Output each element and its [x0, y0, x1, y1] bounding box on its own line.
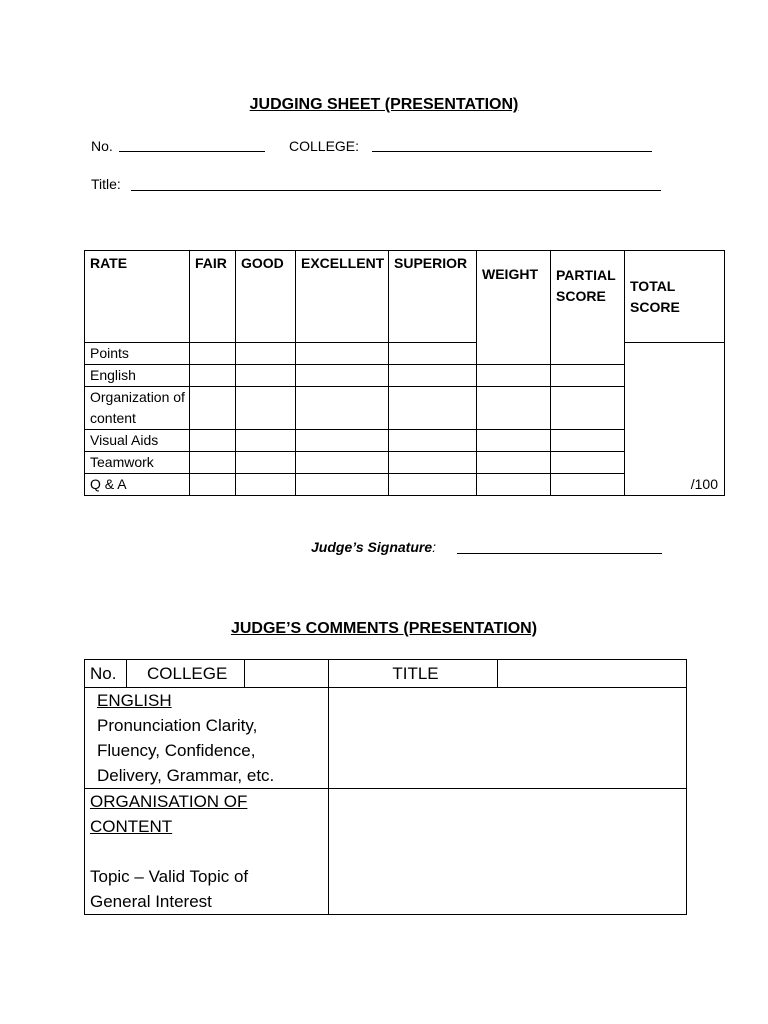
signature-label: [311, 539, 436, 555]
cell-fair[interactable]: [190, 474, 236, 496]
cell-good[interactable]: [236, 343, 296, 365]
cell-excellent[interactable]: [296, 430, 389, 452]
cell-superior[interactable]: [389, 387, 477, 430]
cell-good[interactable]: [236, 365, 296, 387]
row-label-teamwork: Teamwork: [85, 452, 190, 474]
cell-fair[interactable]: [190, 387, 236, 430]
cell-partial-score[interactable]: [551, 430, 625, 452]
english-line-1: Pronunciation Clarity,: [97, 716, 258, 735]
organisation-line-2: General Interest: [90, 892, 212, 911]
cell-good[interactable]: [236, 430, 296, 452]
row-label-organization: Organization of content: [85, 387, 190, 430]
judging-table: [84, 250, 725, 496]
english-criteria-cell: [85, 688, 329, 789]
total-score-cell[interactable]: /100: [625, 343, 725, 496]
cell-good[interactable]: [236, 474, 296, 496]
header-partial-score: [551, 251, 625, 365]
english-line-2: Fluency, Confidence,: [97, 741, 256, 760]
english-line-3: Delivery, Grammar, etc.: [97, 766, 275, 785]
header-good: GOOD: [236, 251, 296, 343]
cell-weight[interactable]: [477, 474, 551, 496]
cell-excellent[interactable]: [296, 474, 389, 496]
cell-superior[interactable]: [389, 343, 477, 365]
cell-weight[interactable]: [477, 430, 551, 452]
header-total-score: TOTAL SCORE: [625, 251, 725, 343]
comments-table: [84, 659, 687, 915]
organisation-heading-2: CONTENT: [90, 817, 173, 836]
header-weight: [477, 251, 551, 365]
row-label-points: Points: [85, 343, 190, 365]
organisation-line-1: Topic – Valid Topic of: [90, 867, 249, 886]
cell-fair[interactable]: [190, 343, 236, 365]
header-weight-text: WEIGHT: [482, 266, 538, 282]
cell-weight[interactable]: [477, 387, 551, 430]
comments-title: JUDGE’S COMMENTS (PRESENTATION): [230, 620, 538, 637]
cell-excellent[interactable]: [296, 343, 389, 365]
signature-line[interactable]: [457, 553, 662, 554]
row-label-english: English: [85, 365, 190, 387]
cell-excellent[interactable]: [296, 452, 389, 474]
cell-superior[interactable]: [389, 430, 477, 452]
comments-title-value[interactable]: [498, 660, 687, 688]
signature-label-text: Judge’s Signature: [311, 539, 433, 555]
english-heading: ENGLISH: [97, 691, 172, 710]
no-label: No.: [91, 138, 113, 154]
header-rate: RATE: [85, 251, 190, 343]
header-partial-score-text: PARTIAL SCORE: [556, 266, 616, 304]
row-label-qa: Q & A: [85, 474, 190, 496]
organisation-comment-cell[interactable]: [329, 789, 687, 915]
college-label: COLLEGE:: [289, 138, 360, 154]
cell-excellent[interactable]: [296, 365, 389, 387]
header-fair: FAIR: [190, 251, 236, 343]
organisation-heading-1: ORGANISATION OF: [90, 792, 248, 811]
comments-header-no: No.: [85, 660, 127, 688]
cell-partial-score[interactable]: [551, 365, 625, 387]
organisation-spacer: [90, 839, 328, 864]
cell-weight[interactable]: [477, 365, 551, 387]
cell-good[interactable]: [236, 452, 296, 474]
row-label-visual-aids: Visual Aids: [85, 430, 190, 452]
cell-superior[interactable]: [389, 474, 477, 496]
cell-fair[interactable]: [190, 430, 236, 452]
english-comment-cell[interactable]: [329, 688, 687, 789]
header-superior: SUPERIOR: [389, 251, 477, 343]
cell-excellent[interactable]: [296, 387, 389, 430]
page-title: JUDGING SHEET (PRESENTATION): [249, 96, 519, 113]
cell-superior[interactable]: [389, 365, 477, 387]
cell-fair[interactable]: [190, 365, 236, 387]
no-field-line[interactable]: [119, 151, 265, 152]
cell-fair[interactable]: [190, 452, 236, 474]
cell-weight[interactable]: [477, 452, 551, 474]
college-field-line[interactable]: [372, 151, 652, 152]
cell-good[interactable]: [236, 387, 296, 430]
comments-college-value[interactable]: [245, 660, 329, 688]
title-field-line[interactable]: [131, 190, 661, 191]
header-excellent: EXCELLENT: [296, 251, 389, 343]
cell-partial-score[interactable]: [551, 452, 625, 474]
title-label: Title:: [91, 176, 121, 192]
comments-header-college: COLLEGE: [127, 660, 245, 688]
comments-header-title: TITLE: [329, 660, 498, 688]
organisation-criteria-cell: [85, 789, 329, 915]
signature-colon: :: [432, 539, 436, 555]
cell-partial-score[interactable]: [551, 387, 625, 430]
cell-superior[interactable]: [389, 452, 477, 474]
cell-partial-score[interactable]: [551, 474, 625, 496]
